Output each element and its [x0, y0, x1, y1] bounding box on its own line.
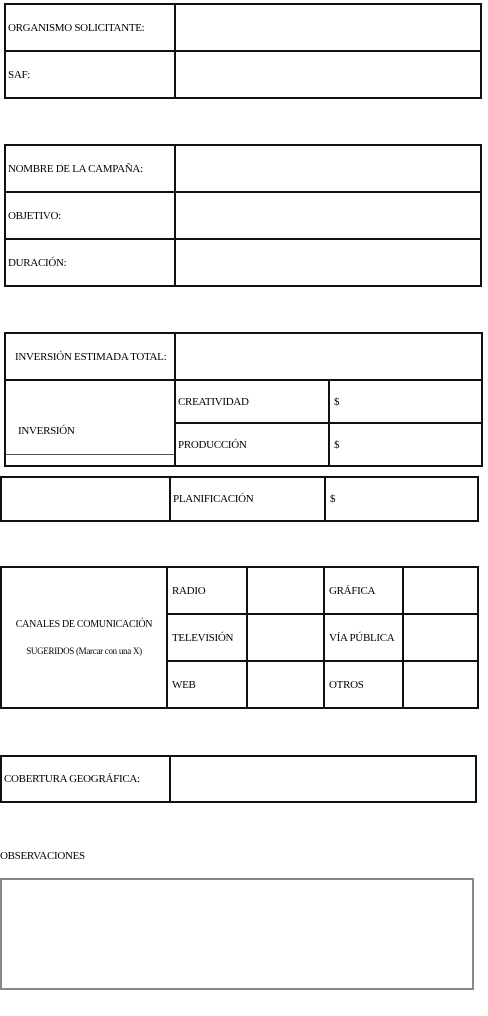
organismo-field[interactable] — [175, 4, 481, 51]
creatividad-field[interactable] — [329, 380, 482, 423]
planificacion-currency: $ — [330, 493, 336, 505]
cobertura-label: COBERTURA GEOGRÁFICA: — [1, 756, 170, 802]
canal-via-publica-checkbox[interactable] — [403, 614, 478, 661]
objetivo-field[interactable] — [175, 192, 481, 239]
canal-grafica-checkbox[interactable] — [403, 567, 478, 614]
inversion-label: INVERSIÓN — [18, 425, 75, 437]
objetivo-label: OBJETIVO: — [5, 192, 175, 239]
canales-label — [1, 567, 167, 708]
inversion-total-label: INVERSIÓN ESTIMADA TOTAL: — [5, 333, 175, 380]
canal-television-checkbox[interactable] — [247, 614, 324, 661]
observaciones-field[interactable] — [0, 878, 474, 990]
planificacion-field[interactable] — [325, 477, 478, 521]
cobertura-field[interactable] — [170, 756, 476, 802]
planificacion-label: PLANIFICACIÓN — [170, 477, 325, 521]
canal-otros-checkbox[interactable] — [403, 661, 478, 708]
saf-label: SAF: — [5, 51, 175, 98]
canales-label-line2: SUGERIDOS (Marcar con una X) — [26, 645, 142, 656]
produccion-currency: $ — [334, 438, 340, 451]
inversion-total-field[interactable] — [175, 333, 482, 380]
nombre-campana-field[interactable] — [175, 145, 481, 192]
inversion-divider — [6, 454, 174, 455]
campana-table — [4, 144, 482, 287]
organismo-table — [4, 3, 482, 99]
canales-table — [0, 566, 479, 709]
produccion-label: PRODUCCIÓN — [175, 423, 329, 466]
canales-label-line1: CANALES DE COMUNICACIÓN — [15, 618, 153, 630]
produccion-field[interactable] — [329, 423, 482, 466]
canal-otros-label: OTROS — [324, 661, 403, 708]
inversion-cell — [5, 380, 175, 466]
planificacion-blank — [1, 477, 170, 521]
canal-web-checkbox[interactable] — [247, 661, 324, 708]
canal-radio-checkbox[interactable] — [247, 567, 324, 614]
duracion-field[interactable] — [175, 239, 481, 286]
canal-grafica-label: GRÁFICA — [324, 567, 403, 614]
duracion-label: DURACIÓN: — [5, 239, 175, 286]
organismo-label: ORGANISMO SOLICITANTE: — [5, 4, 175, 51]
nombre-campana-label: NOMBRE DE LA CAMPAÑA: — [5, 145, 175, 192]
canal-via-publica-label: VÍA PÚBLICA — [324, 614, 403, 661]
planificacion-table — [0, 476, 479, 522]
inversion-table — [4, 332, 483, 467]
creatividad-currency: $ — [334, 395, 340, 408]
canal-television-label: TELEVISIÓN — [167, 614, 247, 661]
canal-web-label: WEB — [167, 661, 247, 708]
canal-radio-label: RADIO — [167, 567, 247, 614]
observaciones-label: OBSERVACIONES — [0, 850, 85, 862]
cobertura-table — [0, 755, 477, 803]
creatividad-label: CREATIVIDAD — [175, 380, 329, 423]
saf-field[interactable] — [175, 51, 481, 98]
